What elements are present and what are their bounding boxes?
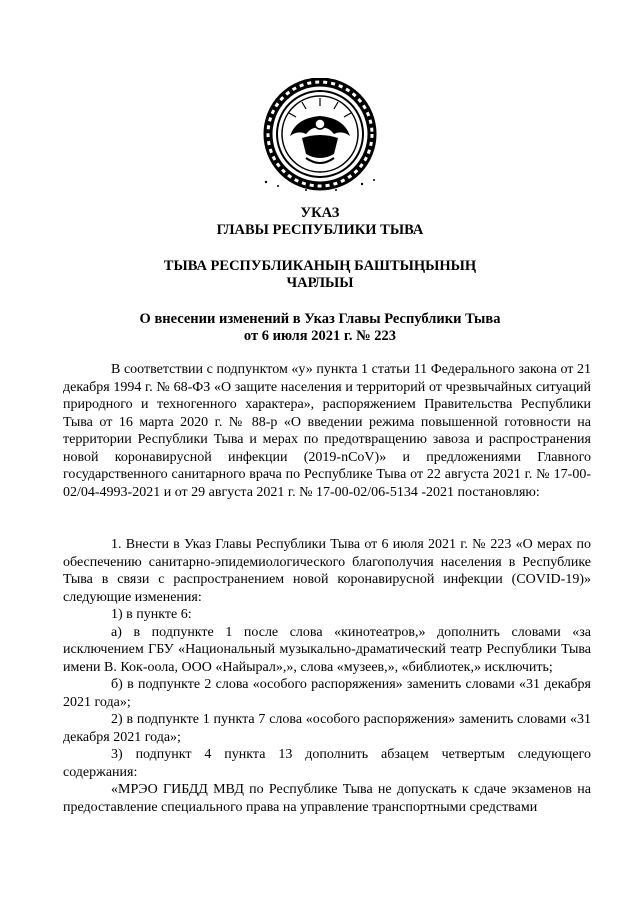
preamble-paragraph: В соответствии с подпунктом «у» пункта 1 статьи 11 Федерального закона от 21 декабря 1994 г. № 68-ФЗ «О защите населения и территорий от чрезвычайных ситуаций природного и техногенного характера», распоряжением Правительства Республики Тыва от 16 марта 2020 г. № 88-р «О введении режима повышенной готовности на территории Республики Тыва и мерах по предотвращению завоза и распространения новой коронавирусной инфекции (2019-nCoV)» и предложениями Главного государственного санитарного врача по Республике Тыва от 22 августа 2021 г. № 17-00-02/04-4993-2021 и от 29 августа 2021 г. № 17-00-02/06-5134 -2021 постановляю: — [63, 362, 591, 500]
decree-body — [63, 536, 591, 816]
tuvan-heading — [90, 258, 550, 292]
subitem-3: 3) подпункт 4 пункта 13 дополнить абзацем четвертым следующего содержания: — [63, 747, 591, 780]
decree-heading — [90, 205, 550, 239]
subitem-2: 2) в подпункте 1 пункта 7 слова «особого распоряжения» заменить словами «31 декабря 2021 года»; — [63, 712, 591, 745]
preamble — [63, 361, 591, 501]
tuvan-type: ЧАРЛЫЫ — [286, 275, 354, 291]
subitem-1a: а) в подпункте 1 после слова «кинотеатров,» дополнить словами «за исключением ГБУ «Национальный музыкально-драматический театр Республики Тыва имени В. Кок-оола, ООО «Найырал»,», слова «музеев,», «библиотек,» исключить; — [63, 624, 591, 675]
decree-subject — [90, 311, 550, 345]
item-1: 1. Внести в Указ Главы Республики Тыва от 6 июля 2021 г. № 223 «О мерах по обеспечению санитарно-эпидемиологического благополучия населения в Республике Тыва в связи с распространением новой коронавирусной инфекции (COVID-19)» следующие изменения: — [63, 537, 591, 605]
subject-line-2: от 6 июля 2021 г. № 223 — [243, 328, 397, 344]
tuvan-issuer: ТЫВА РЕСПУБЛИКАНЫҢ БАШТЫҢЫНЫҢ — [163, 258, 477, 274]
subitem-1: 1) в пункте 6: — [111, 607, 192, 622]
decree-issuer: ГЛАВЫ РЕСПУБЛИКИ ТЫВА — [216, 222, 424, 238]
emblem-icon — [246, 78, 394, 194]
quoted-paragraph: «МРЭО ГИБДД МВД по Республике Тыва не допускать к сдаче экзаменов на предоставление специального права на управление транспортными средствами — [63, 782, 591, 815]
subject-line-1: О внесении изменений в Указ Главы Республики Тыва — [139, 311, 501, 327]
subitem-1b: б) в подпункте 2 слова «особого распоряжения» заменить словами «31 декабря 2021 года»; — [63, 677, 591, 710]
decree-type: УКАЗ — [300, 205, 340, 221]
